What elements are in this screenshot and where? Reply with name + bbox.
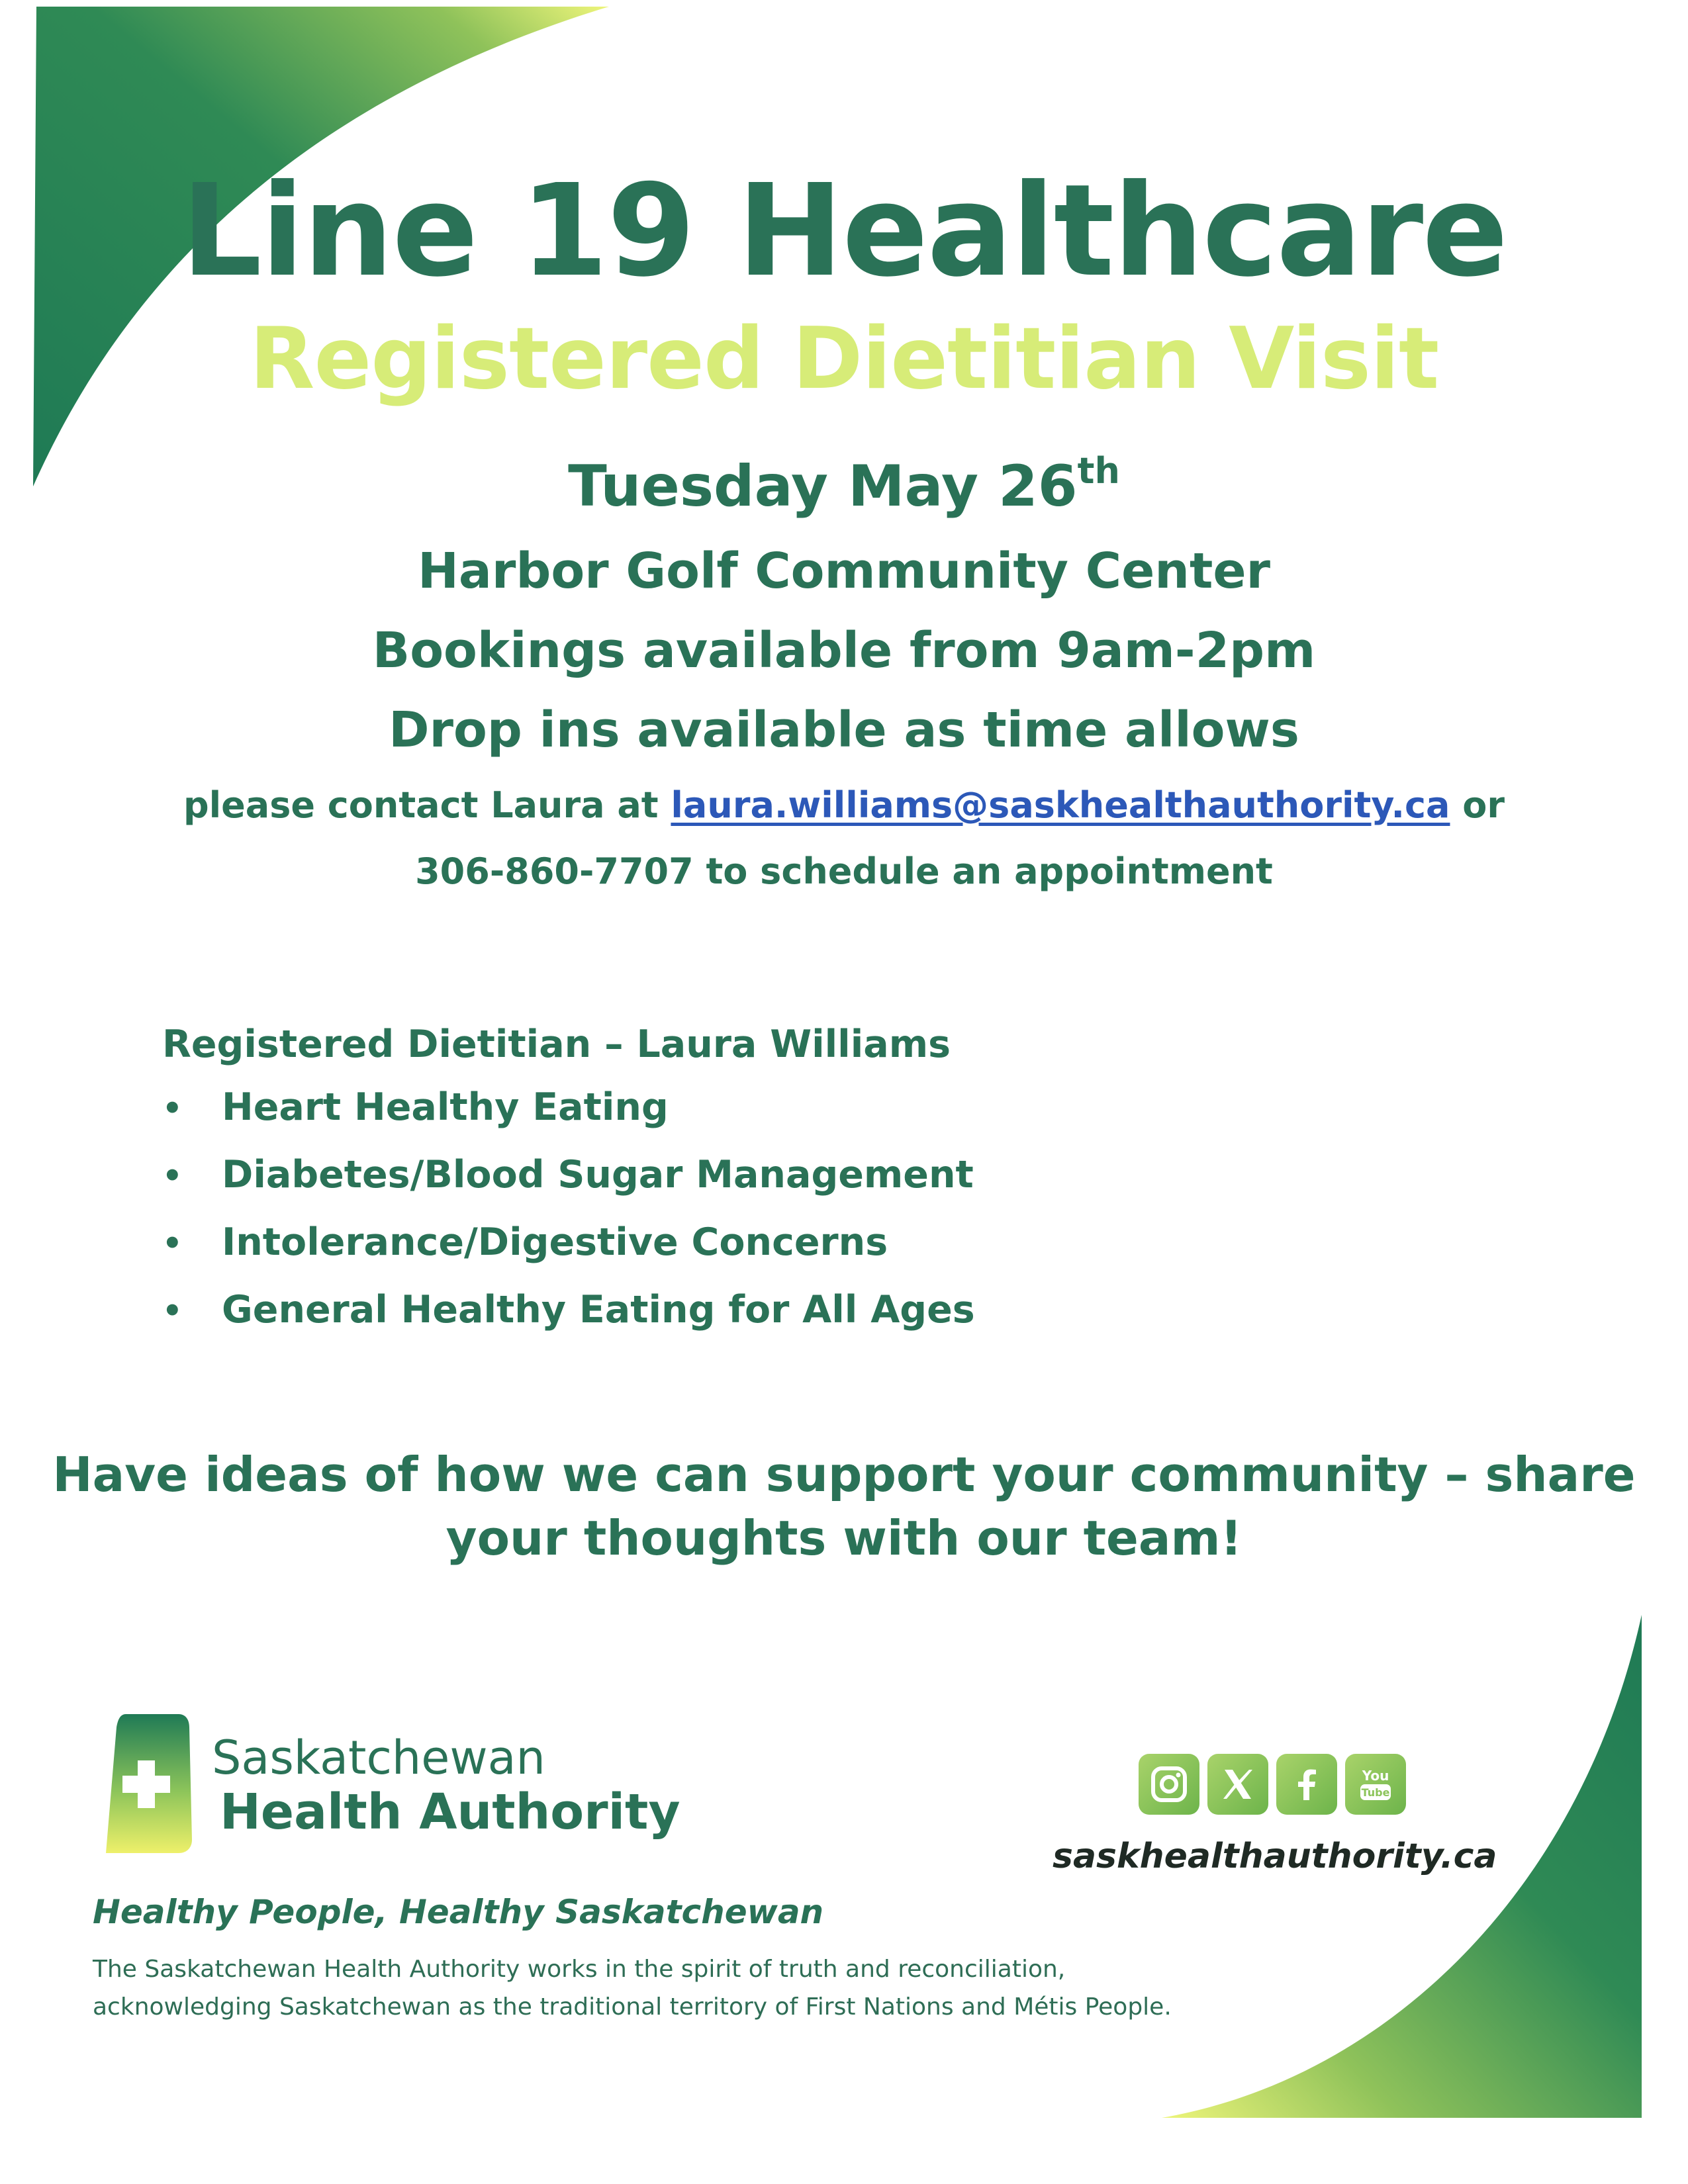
bullet-icon: • <box>162 1090 183 1127</box>
page-title: Line 19 Healthcare <box>181 158 1507 305</box>
acknowledgement-line-2: acknowledging Saskatchewan as the traditional territory of First Nations and Métis People. <box>93 1993 1172 2021</box>
contact-prefix: please contact Laura at <box>183 784 671 826</box>
contact-phone-line: 306-860-7707 to schedule an appointment <box>415 850 1273 892</box>
cta-line-2: your thoughts with our team! <box>445 1510 1243 1566</box>
bullet-icon: • <box>162 1225 183 1262</box>
contact-suffix: or <box>1450 784 1505 826</box>
event-date <box>0 450 1688 520</box>
event-dropins: Drop ins available as time allows <box>389 702 1299 758</box>
list-item-label: General Healthy Eating for All Ages <box>222 1288 975 1332</box>
list-item-label: Diabetes/Blood Sugar Management <box>222 1153 974 1197</box>
youtube-text-2: Tube <box>1361 1786 1390 1799</box>
social-icons <box>1139 1754 1406 1815</box>
instagram-icon[interactable] <box>1139 1754 1199 1815</box>
page-subtitle: Registered Dietitian Visit <box>249 310 1439 408</box>
tagline: Healthy People, Healthy Saskatchewan <box>93 1893 824 1931</box>
acknowledgement-line-1: The Saskatchewan Health Authority works in the spirit of truth and reconciliation, <box>93 1956 1066 1983</box>
org-name-line-1: Saskatchewan <box>212 1731 545 1785</box>
website-link[interactable]: saskhealthauthority.ca <box>1053 1837 1497 1876</box>
list-item <box>162 1153 975 1220</box>
services-list <box>162 1085 975 1355</box>
cta-line-1: Have ideas of how we can support your community – share <box>52 1447 1636 1502</box>
list-item <box>162 1220 975 1288</box>
list-item-label: Heart Healthy Eating <box>222 1085 669 1129</box>
bullet-icon: • <box>162 1158 183 1195</box>
list-item <box>162 1085 975 1153</box>
contact-email-link[interactable]: laura.williams@saskhealthauthority.ca <box>671 784 1450 826</box>
org-name-line-2: Health Authority <box>220 1784 680 1841</box>
youtube-icon[interactable] <box>1345 1754 1406 1815</box>
sha-logo-icon <box>106 1714 192 1853</box>
event-bookings: Bookings available from 9am-2pm <box>372 622 1316 679</box>
call-to-action <box>0 1443 1688 1570</box>
bullet-icon: • <box>162 1293 183 1330</box>
youtube-text-1: You <box>1362 1768 1389 1784</box>
list-item <box>162 1288 975 1355</box>
x-icon[interactable] <box>1207 1754 1268 1815</box>
contact-line-1 <box>0 784 1688 826</box>
event-venue: Harbor Golf Community Center <box>417 543 1271 600</box>
services-heading: Registered Dietitian – Laura Williams <box>162 1023 951 1066</box>
list-item-label: Intolerance/Digestive Concerns <box>222 1220 888 1264</box>
event-date-suffix: th <box>1077 450 1120 492</box>
facebook-icon[interactable] <box>1276 1754 1337 1815</box>
event-date-main: Tuesday May 26 <box>568 453 1078 520</box>
